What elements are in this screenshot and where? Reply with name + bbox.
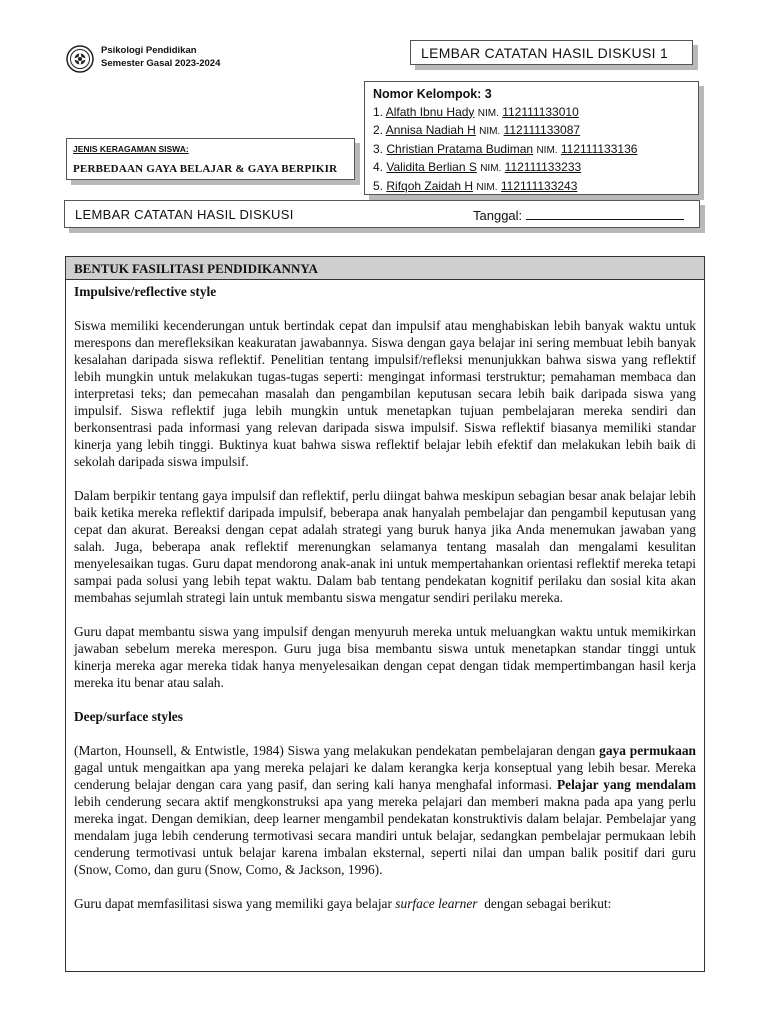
member-list: [373, 104, 698, 197]
date-blank-line: [526, 207, 684, 220]
course-name: Psikologi Pendidikan: [101, 45, 197, 56]
member-nim: 112111133010: [502, 104, 579, 119]
member-nim: 112111133136: [560, 141, 638, 156]
p4-text-c: gagal untuk mengaitkan apa yang mereka pelajari ke dalam kerangka kerja konseptual yang lebih besar. Mereka cenderung belajar dengan cara yang pasif, dan sering kali hanya menghafal informasi.: [74, 760, 696, 792]
member-nim-label: NIM.: [536, 144, 558, 156]
university-seal-icon: [66, 45, 94, 73]
paragraph-1: Siswa memiliki kecenderungan untuk bertindak cepat dan impulsif atau menghabiskan lebih banyak waktu untuk merespons dan merefleksikan keakuratan jawabannya. Siswa dengan gaya belajar ini sering membuat lebih banyak kesalahan daripada siswa reflektif. Penelitian tentang impulsif/refleksi menunjukkan bahwa siswa yang reflektif lebih mungkin untuk melakukan tugas-tugas seperti: mengingat informasi terstruktur; pemahaman membaca dan interpretasi teks; dan pemecahan masalah dan pengambilan keputusan secara lebih baik daripada siswa yang impulsif. Siswa reflektif juga lebih mungkin untuk menetapkan tujuan pembelajaran mereka sendiri dan berkonsentrasi pada informasi yang relevan daripada siswa impulsif. Siswa reflektif biasanya memiliki standar kinerja yang lebih tinggi. Buktinya kuat bahwa siswa reflektif belajar lebih efektif dan melakukan lebih baik di sekolah daripada siswa impulsif.: [74, 318, 696, 469]
document-title-box: [410, 40, 693, 65]
member-row: [373, 178, 698, 197]
member-name: Annisa Nadiah H: [385, 123, 476, 137]
diversity-type-box: [66, 138, 355, 180]
member-nim-label: NIM.: [479, 126, 501, 137]
member-name: Alfath Ibnu Hady: [385, 104, 475, 119]
notes-title-box: [64, 200, 700, 228]
member-number: 1.: [373, 104, 384, 119]
paragraph-3: Guru dapat membantu siswa yang impulsif dengan menyuruh mereka untuk meluangkan waktu untuk memikirkan jawaban sebelum mereka merespon. Guru juga bisa membantu siswa untuk menetapkan standar tinggi untuk kinerja mereka agar mereka tidak hanya menyelesaikan dengan cepat dengan tidak mempertimbangan hasil kerja mereka itu benar atau salah.: [74, 624, 696, 690]
member-number: 3.: [373, 141, 384, 156]
member-number: 4.: [373, 160, 384, 174]
p4-text-a: (Marton, Hounsell, & Entwistle, 1984) Siswa yang melakukan pendekatan pembelajaran dengan: [74, 743, 600, 758]
date-label: Tanggal:: [473, 208, 523, 223]
p4-bold-surface: gaya permukaan: [599, 743, 696, 758]
member-row: [373, 104, 698, 123]
course-header: [101, 44, 220, 70]
member-name: Validita Berlian S: [386, 160, 477, 174]
member-nim: 112111133087: [503, 123, 581, 137]
document-title: LEMBAR CATATAN HASIL DISKUSI 1: [421, 44, 669, 61]
diversity-type-label: JENIS KERAGAMAN SISWA:: [73, 144, 189, 154]
date-field: [473, 207, 684, 223]
paragraph-2: Dalam berpikir tentang gaya impulsif dan reflektif, perlu diingat bahwa meskipun sebagian besar anak belajar lebih baik ketika mereka reflektif daripada impulsif, beberapa anak hanyalah pembelajar dan pengambil keputusan yang cepat dan akurat. Bereaksi dengan cepat adalah strategi yang buruk hanya jika Anda menemukan jawaban yang salah. Juga, beberapa anak reflektif merenungkan selamanya tentang masalah dan mengalami kesulitan menyelesaikan tugas. Guru dapat mendorong anak-anak ini untuk mempertahankan orientasi reflektif mereka tetapi sampai pada solusi yang lebih tepat waktu. Dalam bab tentang pendekatan kognitif perilaku dan sosial kita akan membahas sejumlah strategi lain untuk membantu siswa mengatur sendiri perilaku mereka.: [74, 488, 696, 605]
group-number: Nomor Kelompok: 3: [373, 87, 492, 101]
paragraph-4: [74, 742, 696, 878]
subheading-deep-surface: Deep/surface styles: [74, 709, 183, 724]
member-nim: 112111133243: [500, 178, 578, 193]
member-name: Christian Pratama Budiman: [386, 141, 534, 156]
member-nim-label: NIM.: [477, 107, 499, 119]
member-row: [373, 122, 698, 141]
content-box: [65, 256, 705, 972]
member-number: 2.: [373, 123, 384, 137]
p4-text-e: lebih cenderung secara aktif mengkonstruksi apa yang mereka pelajari dan memberi makna pada apa yang perlu mereka ingat. Dengan demikian, deep learner mengambil pendekatan konstruktivis dalam belajar. Pembelajar yang mendalam juga lebih cenderung termotivasi secara mandiri untuk belajar, sedangkan pembelajar permukaan lebih cenderung termotivasi untuk belajar karena imbalan eksternal, seperti nilai dan umpan balik positif dari guru (Snow, Como, dan guru (Snow, Como, & Jackson, 1996).: [74, 794, 696, 877]
semester-label: Semester Gasal 2023-2024: [101, 58, 221, 69]
member-row: [373, 141, 698, 160]
p5-italic-surface-learner: surface learner: [395, 896, 478, 911]
member-number: 5.: [373, 178, 384, 193]
member-nim-label: NIM.: [480, 163, 502, 174]
p5-text-c: dengan sebagai berikut:: [477, 896, 612, 911]
member-row: [373, 159, 698, 178]
content-body: [66, 280, 704, 912]
member-nim-label: NIM.: [476, 181, 498, 193]
subheading-impulsive-reflective: Impulsive/reflective style: [74, 284, 217, 299]
p5-text-a: Guru dapat memfasilitasi siswa yang memiliki gaya belajar: [74, 896, 396, 911]
notes-title: LEMBAR CATATAN HASIL DISKUSI: [75, 206, 294, 222]
member-name: Rifqoh Zaidah H: [386, 178, 474, 193]
group-info-box: [364, 81, 699, 195]
member-nim: 112111133233: [504, 160, 582, 174]
section-title: BENTUK FASILITASI PENDIDIKANNYA: [66, 257, 704, 280]
paragraph-5: [74, 895, 696, 912]
diversity-type-value: PERBEDAAN GAYA BELAJAR & GAYA BERPIKIR: [73, 163, 338, 175]
p4-bold-deep: Pelajar yang mendalam: [556, 777, 696, 792]
